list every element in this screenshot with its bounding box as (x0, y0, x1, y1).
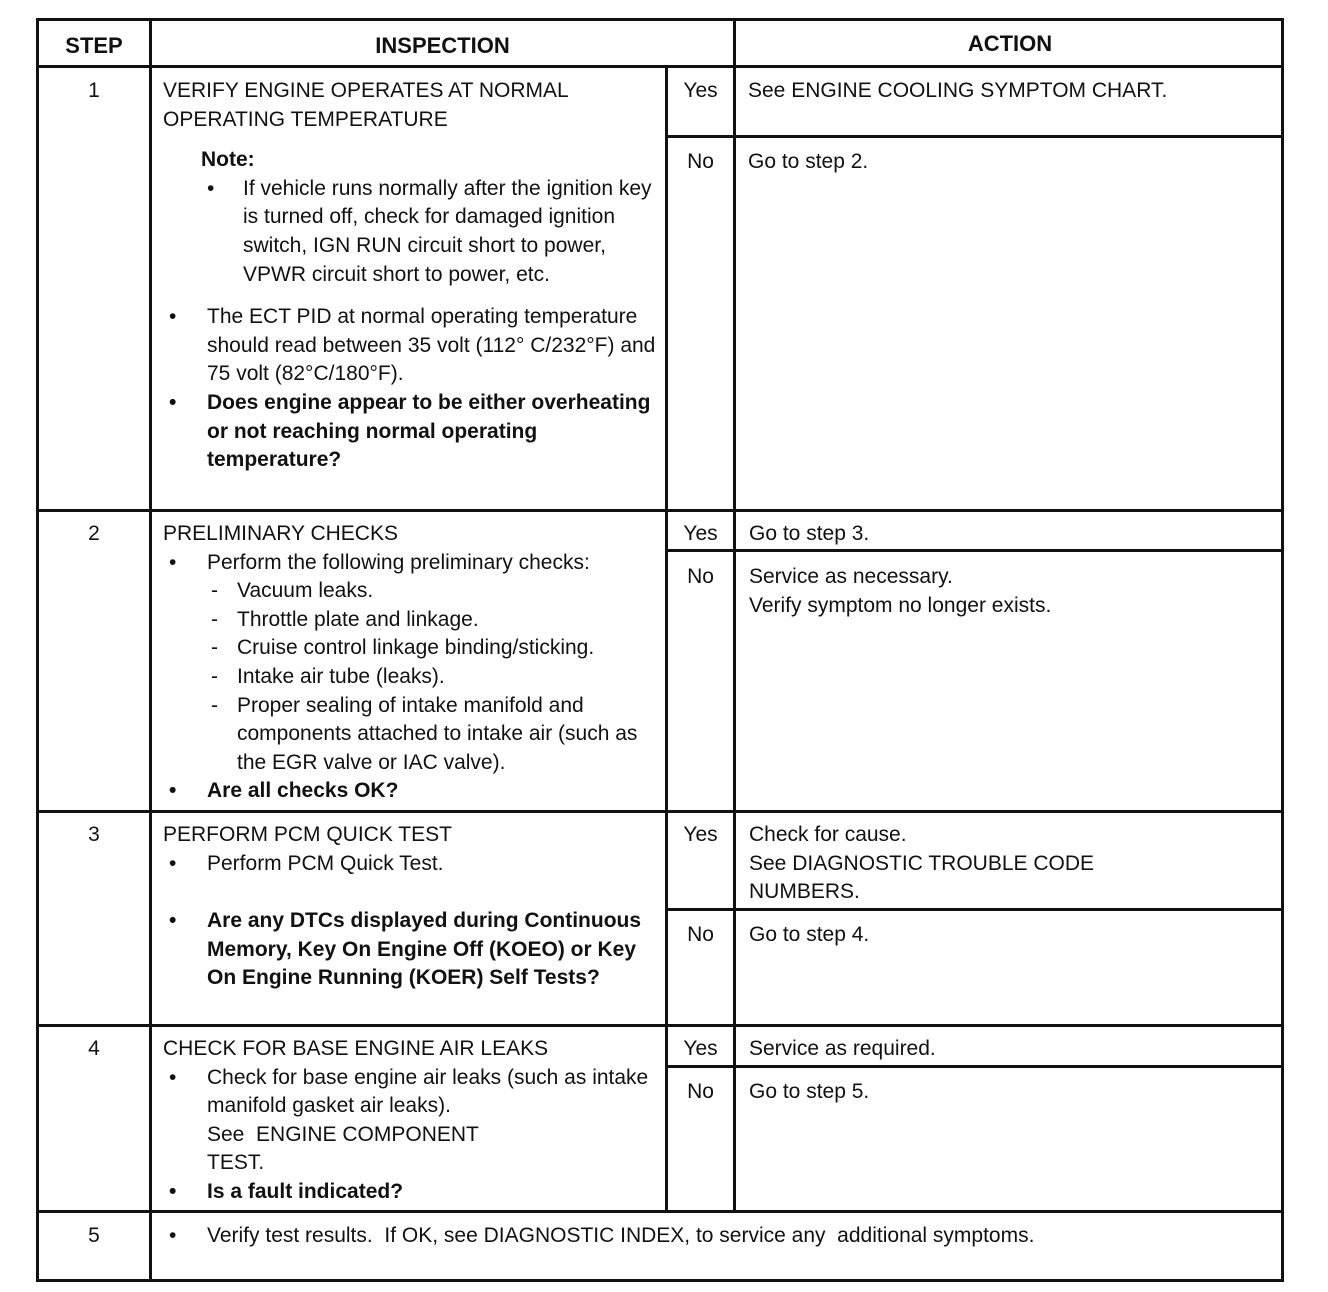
inspection-step-4 (163, 1035, 661, 1207)
no-action-2 (749, 563, 1269, 620)
no-label-4: No (687, 1080, 714, 1103)
yes-action-4: Service as required. (749, 1037, 936, 1060)
check-item: - Throttle plate and linkage. (207, 606, 661, 635)
header-inspection: INSPECTION (375, 33, 510, 58)
inspection-step-2 (163, 520, 661, 806)
check-item: - Intake air tube (leaks). (207, 663, 661, 692)
header-step: STEP (65, 33, 123, 58)
step-title-1: VERIFY ENGINE OPERATES AT NORMAL OPERATING TEMPERATURE (163, 79, 568, 131)
no-label-3: No (687, 923, 714, 946)
check-item: - Proper sealing of intake manifold and components attached to intake air (such as the EGR valve or IAC valve). (207, 692, 661, 778)
question-step-1: • Does engine appear to be either overheating or not reaching normal operating temperature? (163, 389, 661, 475)
step-number-5: 5 (88, 1224, 100, 1247)
inspection-step-1 (163, 77, 661, 475)
question-step-3: • Are any DTCs displayed during Continuous Memory, Key On Engine Off (KOEO) or Key On Engine Running (KOER) Self Tests? (163, 907, 661, 993)
no-label-2: No (687, 565, 714, 588)
yes-label-2: Yes (683, 522, 718, 545)
row-divider-1 (39, 509, 1284, 512)
check-item: - Vacuum leaks. (207, 577, 661, 606)
step-number-1: 1 (88, 79, 100, 102)
header-action: ACTION (967, 31, 1053, 56)
no-action-3: Go to step 4. (749, 923, 870, 946)
inspection-step-3 (163, 821, 661, 993)
yes-label-3: Yes (683, 823, 718, 846)
question-step-2: • Are all checks OK? (163, 777, 661, 806)
header-divider (39, 65, 1284, 68)
yes-label-1: Yes (683, 79, 718, 102)
row-divider-2 (39, 810, 1284, 813)
yes-action-1: See ENGINE COOLING SYMPTOM CHART. (748, 79, 1168, 102)
step-title-2: PRELIMINARY CHECKS (163, 522, 398, 545)
preliminary-bullet (163, 549, 661, 778)
air-leak-bullet (163, 1064, 661, 1178)
yesno-divider-3 (665, 908, 1284, 911)
no-action-2-line2: Verify symptom no longer exists. (749, 593, 1052, 617)
step-number-4: 4 (88, 1037, 100, 1060)
check-item: - Cruise control linkage binding/sticking. (207, 634, 661, 663)
note-label: Note: (201, 148, 255, 172)
verify-results-bullet: • Verify test results. If OK, see DIAGNOSTIC INDEX, to service any additional symptoms. (163, 1222, 1273, 1251)
no-label-1: No (687, 150, 714, 173)
yes-action-3-line1: Check for cause. (749, 823, 907, 846)
step-title-3: PERFORM PCM QUICK TEST (163, 823, 452, 846)
yes-action-2: Go to step 3. (749, 522, 870, 545)
no-action-4: Go to step 5. (749, 1080, 870, 1103)
no-action-2-line1: Service as necessary. (749, 565, 953, 588)
yes-label-4: Yes (683, 1037, 718, 1060)
yesno-divider-4 (665, 1065, 1284, 1068)
yesno-divider-1 (665, 135, 1284, 138)
row-divider-3 (39, 1024, 1284, 1027)
diagnostic-table (36, 18, 1284, 1282)
no-action-1: Go to step 2. (748, 150, 869, 173)
step-number-3: 3 (88, 823, 100, 846)
yesno-divider-2 (665, 549, 1284, 552)
note-block (201, 146, 661, 289)
preliminary-intro: Perform the following preliminary checks: (207, 550, 590, 574)
yes-action-3-line2: See DIAGNOSTIC TROUBLE CODE NUMBERS. (749, 851, 1095, 904)
see-reference-line1: See ENGINE COMPONENT (207, 1122, 479, 1146)
row-divider-4 (39, 1210, 1284, 1213)
step-title-4: CHECK FOR BASE ENGINE AIR LEAKS (163, 1037, 549, 1060)
yes-action-3 (749, 821, 1209, 907)
step-number-2: 2 (88, 522, 100, 545)
note-bullet: • If vehicle runs normally after the ignition key is turned off, check for damaged ignition switch, IGN RUN circuit short to power, VPWR circuit short to power, etc. (201, 175, 661, 289)
column-divider-step (149, 21, 152, 1282)
air-leak-text: • Check for base engine air leaks (such as intake manifold gasket air leaks). (207, 1065, 649, 1118)
see-reference-line2: TEST. (207, 1151, 265, 1175)
inspection-step-5 (163, 1222, 1273, 1251)
column-divider-action (733, 21, 736, 1212)
quick-test-bullet: • Perform PCM Quick Test. (163, 850, 661, 879)
ect-pid-bullet: • The ECT PID at normal operating temperature should read between 35 volt (112° C/232°F) and 75 volt (82°C/180°F). (163, 303, 661, 389)
question-step-4: • Is a fault indicated? (163, 1178, 661, 1207)
